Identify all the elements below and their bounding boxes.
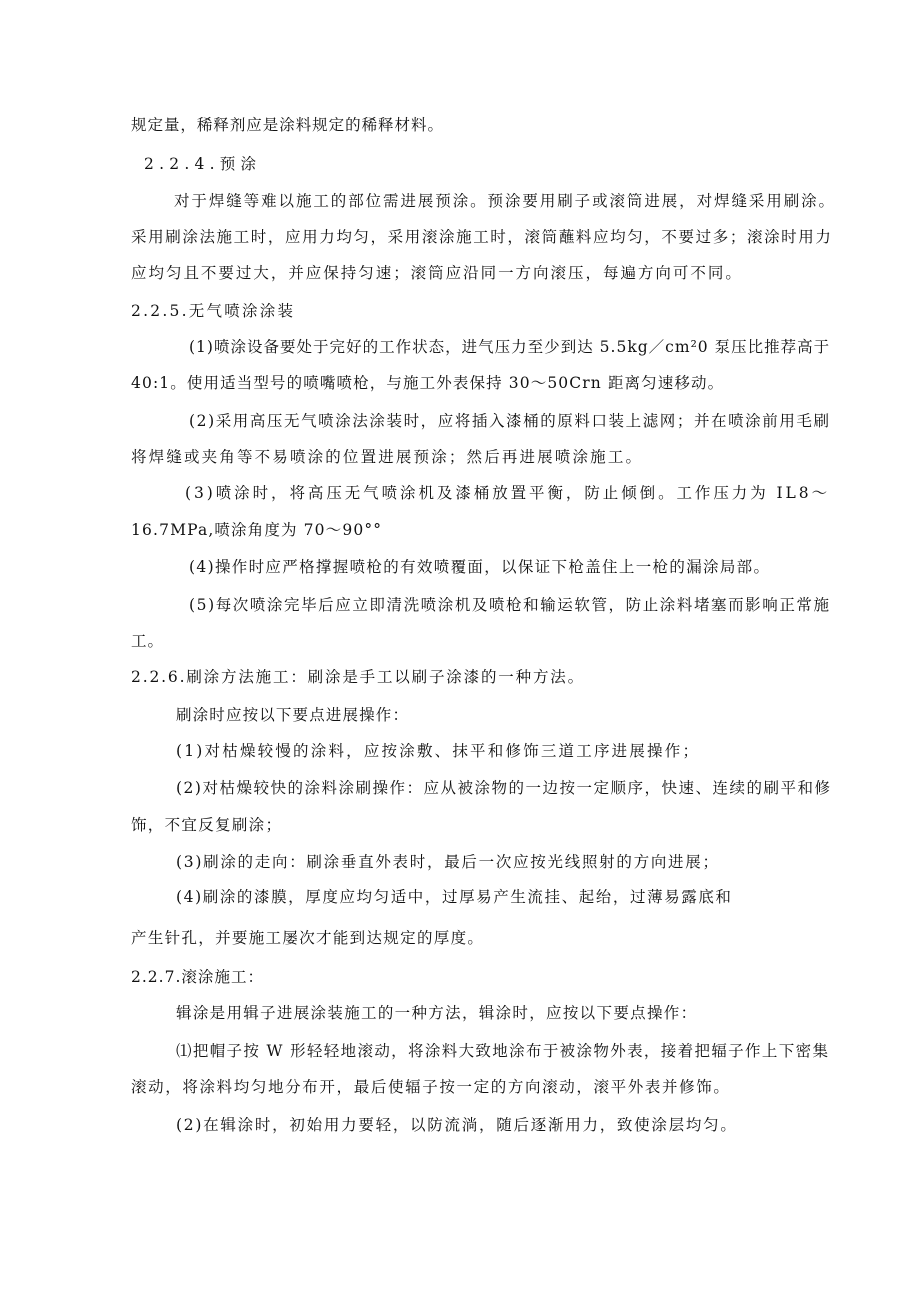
section-heading: 2.2.7.滚涂施工： [131, 968, 264, 986]
text-line: 滚动，将涂料均匀地分布开，最后使辐子按一定的方向滚动，滚平外表并修饰。 [131, 1078, 731, 1096]
text-line: 将焊缝或夹角等不易喷涂的位置进展预涂；然后再进展喷涂施工。 [131, 448, 644, 466]
text-line: (1)喷涂设备要处于完好的工作状态，进气压力至少到达 5.5kg／cm²0 泵压比推荐高于 [189, 338, 831, 356]
text-line: 16.7MPa,喷涂角度为 70～90°° [131, 521, 383, 539]
text-line: 工。 [131, 632, 164, 650]
text-line: (4)操作时应严格撑握喷枪的有效喷覆面，以保证下枪盖住上一枪的漏涂局部。 [189, 558, 771, 576]
text-line: 产生针孔，并要施工屡次才能到达规定的厚度。 [131, 929, 485, 947]
text-line: (3)刷涂的走向：刷涂垂直外表时，最后一次应按光线照射的方向进展； [176, 853, 720, 871]
text-line: 饰，不宜反复刷涂； [131, 816, 283, 834]
text-line: 采用刷涂法施工时，应用力均匀，采用滚涂施工时，滚筒蘸料应均匀，不要过多；滚涂时用力 [131, 228, 833, 246]
text-line: 刷涂时应按以下要点进展操作： [176, 706, 410, 724]
section-heading: 2.2.6.刷涂方法施工：刷涂是手工以刷子涂漆的一种方法。 [131, 668, 585, 686]
text-line: 对于焊缝等难以施工的部位需进展预涂。预涂要用刷子或滚筒进展，对焊缝采用刷涂。 [174, 192, 836, 210]
text-line: (5)每次喷涂完毕后应立即清洗喷涂机及喷枪和输运软管，防止涂料堵塞而影响正常施 [189, 596, 831, 614]
text-line: (4)刷涂的漆膜，厚度应均匀适中，过厚易产生流挂、起绐，过薄易露底和 [176, 888, 733, 906]
section-heading: 2.2.5.无气喷涂涂装 [131, 302, 296, 320]
section-heading: 2.2.4.预涂 [144, 155, 262, 173]
text-line: (2)对枯燥较快的涂料涂刷操作：应从被涂物的一边按一定顺序，快速、连续的刷平和修 [176, 779, 832, 797]
text-line: (2)在辑涂时，初始用力要轻，以防流淌，随后逐渐用力，致使涂层均匀。 [176, 1116, 738, 1134]
text-line: 辑涂是用辑子进展涂装施工的一种方法，辑涂时，应按以下要点操作： [176, 1004, 698, 1022]
text-line: ⑴把帽子按 W 形轻轻地滚动，将涂料大致地涂布于被涂物外表，接着把辐子作上下密集 [176, 1042, 830, 1060]
text-line: 应均匀且不要过大，并应保持匀速；滚筒应沿同一方向滚压，每遍方向可不同。 [131, 264, 743, 282]
text-line: (3)喷涂时，将高压无气喷涂机及漆桶放置平衡，防止倾倒。工作压力为 IL8～ [185, 484, 831, 502]
text-line: (2)采用高压无气喷涂法涂装时，应将插入漆桶的原料口装上滤网；并在喷涂前用毛刷 [189, 412, 831, 430]
text-line: 规定量，稀释剂应是涂料规定的稀释材料。 [131, 116, 444, 134]
text-line: 40:1。使用适当型号的喷嘴喷枪，与施工外表保持 30～50Crn 距离匀速移动。 [131, 374, 725, 392]
text-line: (1)对枯燥较慢的涂料，应按涂敷、抹平和修饰三道工序进展操作； [176, 742, 701, 760]
